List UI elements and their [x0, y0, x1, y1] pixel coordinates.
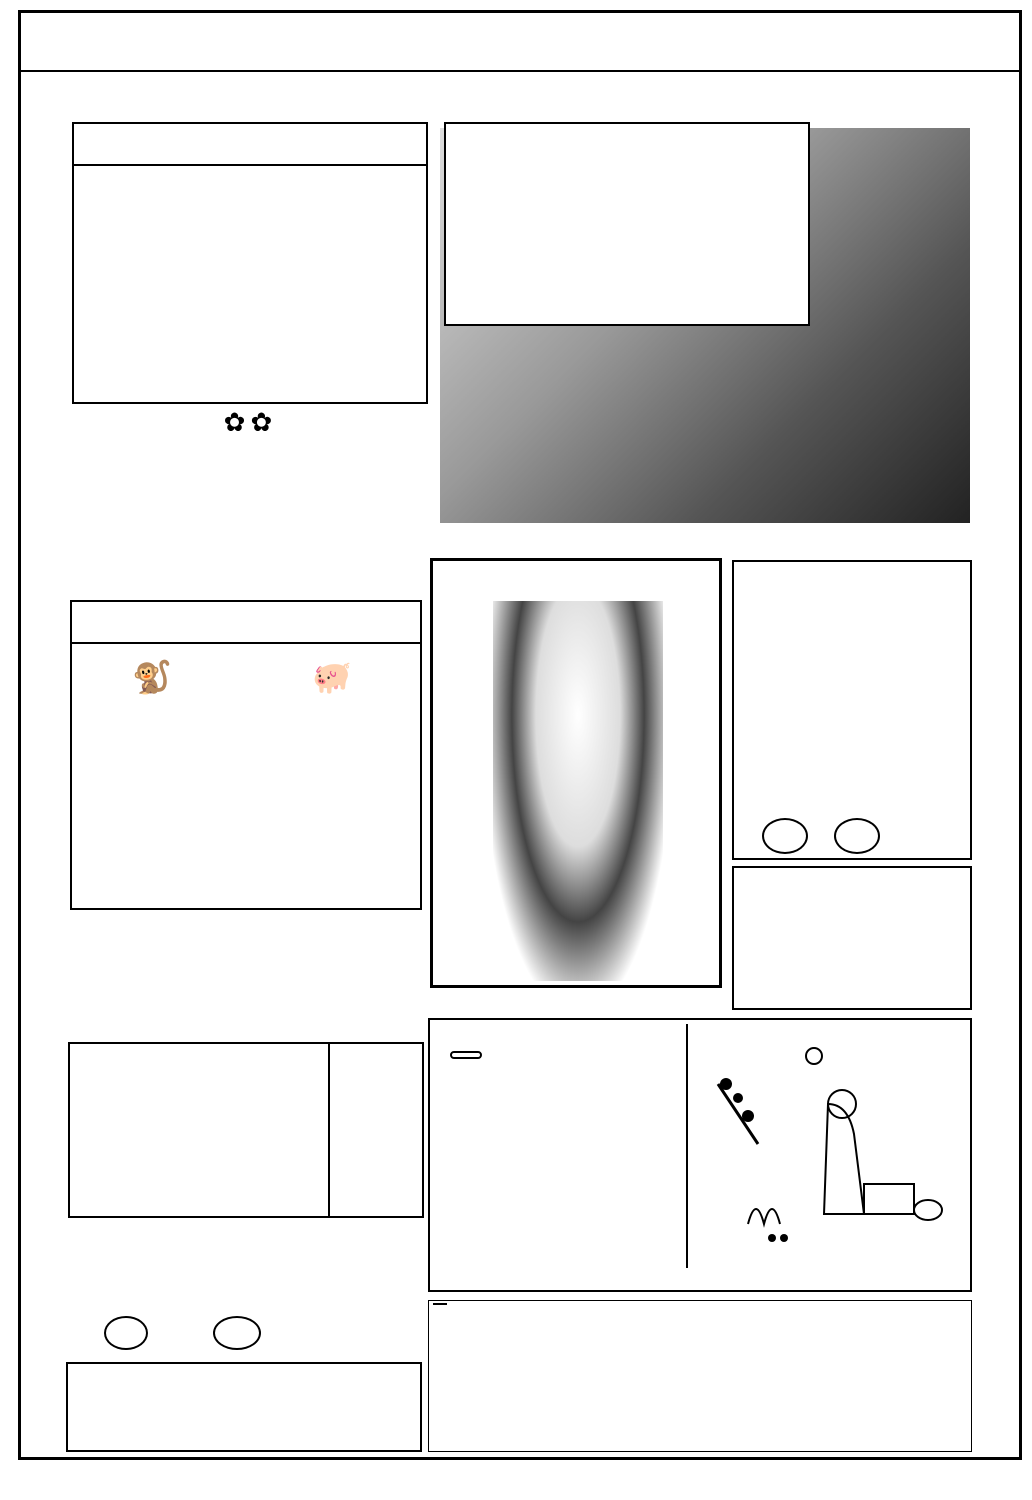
monkey-icon: 🐒 — [132, 658, 172, 696]
card-photo — [493, 601, 663, 981]
hero-photo-blank — [444, 122, 810, 326]
marquee-right — [986, 110, 1008, 1440]
offer-num-1 — [762, 818, 808, 854]
marquee-left — [30, 110, 52, 1440]
puzzle-panel — [72, 122, 428, 404]
newyear-panel — [68, 1220, 424, 1356]
issue-label — [840, 42, 864, 66]
scholar-drawing — [688, 1024, 972, 1268]
gift-panel — [68, 1042, 424, 1218]
special-heading — [88, 400, 408, 440]
right-info-panel — [732, 560, 972, 860]
right-info-offer — [744, 818, 880, 861]
predict-panel — [70, 912, 422, 1040]
pig-icon: 🐖 — [312, 658, 352, 696]
bonus-illustration — [686, 1024, 972, 1268]
header-rule — [18, 70, 1022, 72]
puzzle-title — [74, 124, 426, 166]
wave-card — [430, 558, 722, 988]
lucky-panel — [70, 600, 422, 910]
verses-list — [68, 1364, 420, 1380]
results-panel — [428, 1300, 972, 1452]
hero-image — [440, 128, 970, 523]
offer-num-2 — [834, 818, 880, 854]
gift-side — [328, 1044, 426, 1216]
flower-icon: ✿ — [250, 408, 273, 438]
newyear-numbers — [104, 1316, 287, 1357]
marquee-top — [34, 88, 994, 108]
gift-color-row — [82, 1148, 106, 1172]
puzzle-grid — [94, 182, 414, 392]
results-heading — [433, 1303, 447, 1305]
newyear-num-2 — [213, 1316, 261, 1350]
bonus-heading-row — [450, 1032, 492, 1067]
verses-panel — [66, 1362, 422, 1452]
reminder-panel — [732, 866, 972, 1010]
lucky-heading — [72, 602, 420, 644]
flower-icon: ✿ — [223, 408, 246, 438]
bonus-panel — [428, 1018, 972, 1292]
newyear-num-1 — [104, 1316, 148, 1350]
results-dots — [593, 1305, 969, 1449]
animal-icons — [132, 658, 392, 696]
special-panel — [72, 442, 428, 594]
bonus-heading — [450, 1051, 482, 1059]
